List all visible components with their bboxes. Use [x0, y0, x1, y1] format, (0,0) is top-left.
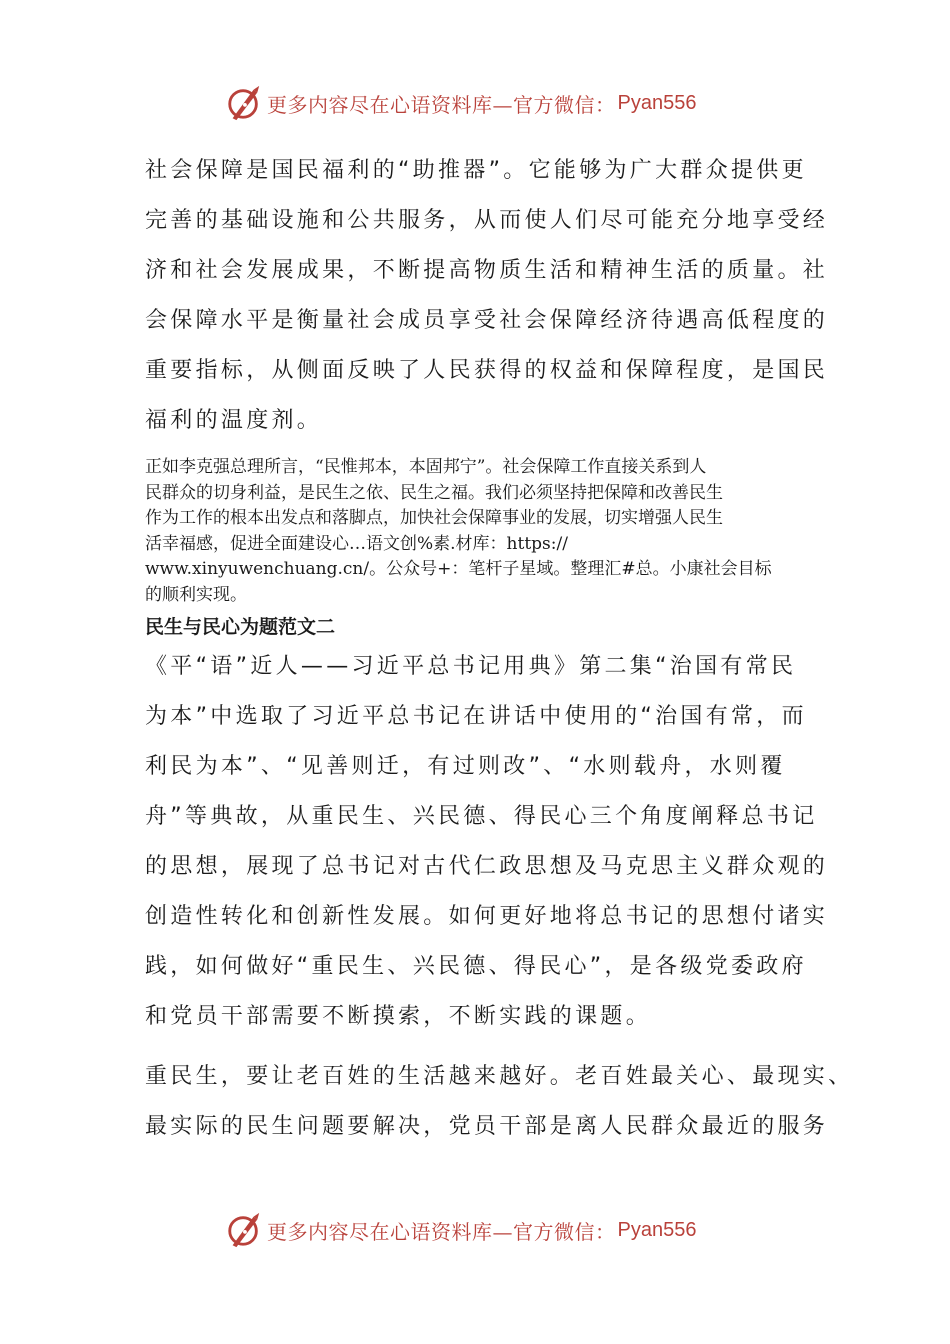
text-line: 创造性转化和创新性发展。如何更好地将总书记的思想付诸实	[145, 904, 829, 929]
paragraph-sample-two	[145, 642, 829, 1042]
text-line: 会保障水平是衡量社会成员享受社会保障经济待遇高低程度的	[145, 308, 829, 333]
text-line: 正如李克强总理所言，“民惟邦本，本固邦宁”。社会保障工作直接关系到人	[145, 457, 707, 477]
text-line: 和党员干部需要不断摸索，不断实践的课题。	[145, 1004, 652, 1029]
pen-nib-logo-icon	[225, 84, 263, 122]
text-line: www.xinyuwenchuang.cn/。公众号+：笔杆子星域。整理汇#总。小康社会目标	[145, 559, 772, 579]
footer-watermark	[225, 1210, 696, 1250]
header-watermark	[225, 83, 696, 123]
text-line: 济和社会发展成果，不断提高物质生活和精神生活的质量。社	[145, 258, 829, 283]
pen-nib-logo-icon	[225, 1211, 263, 1249]
text-line: 重要指标，从侧面反映了人民获得的权益和保障程度，是国民	[145, 358, 829, 383]
paragraph-livelihood	[145, 1052, 854, 1152]
text-line: 完善的基础设施和公共服务，从而使人们尽可能充分地享受经	[145, 208, 829, 233]
text-line: 社会保障是国民福利的“助推器”。它能够为广大群众提供更	[145, 158, 807, 183]
section-title: 民生与民心为题范文二	[145, 616, 336, 638]
text-line: 最实际的民生问题要解决，党员干部是离人民群众最近的服务	[145, 1114, 829, 1139]
watermark-text: 更多内容尽在心语资料库—官方微信：	[267, 1219, 616, 1244]
paragraph-quote	[145, 455, 805, 608]
text-line: 践，如何做好“重民生、兴民德、得民心”，是各级党委政府	[145, 954, 807, 979]
text-line: 为本”中选取了习近平总书记在讲话中使用的“治国有常，而	[145, 704, 807, 729]
text-line: 的思想，展现了总书记对古代仁政思想及马克思主义群众观的	[145, 854, 829, 879]
watermark-account: Pyan556	[617, 91, 697, 114]
text-line: 的顺利实现。	[145, 584, 247, 605]
text-line: 重民生，要让老百姓的生活越来越好。老百姓最关心、最现实、	[145, 1064, 854, 1089]
text-line: 作为工作的根本出发点和落脚点，加快社会保障事业的发展，切实增强人民生	[145, 508, 723, 528]
paragraph-social-security	[145, 146, 829, 446]
watermark-account: Pyan556	[617, 1218, 697, 1241]
watermark-text: 更多内容尽在心语资料库—官方微信：	[267, 92, 616, 117]
text-line: 活幸福感，促进全面建设心…语文创%素.材库：https://	[145, 533, 568, 554]
text-line: 《平“语”近人——习近平总书记用典》第二集“治国有常民	[145, 654, 797, 679]
text-line: 舟”等典故，从重民生、兴民德、得民心三个角度阐释总书记	[145, 804, 818, 829]
text-line: 利民为本”、“见善则迁，有过则改”、“水则载舟，水则覆	[145, 754, 786, 779]
text-line: 福利的温度剂。	[145, 408, 323, 433]
text-line: 民群众的切身利益，是民生之依、民生之福。我们必须坚持把保障和改善民生	[145, 482, 723, 503]
